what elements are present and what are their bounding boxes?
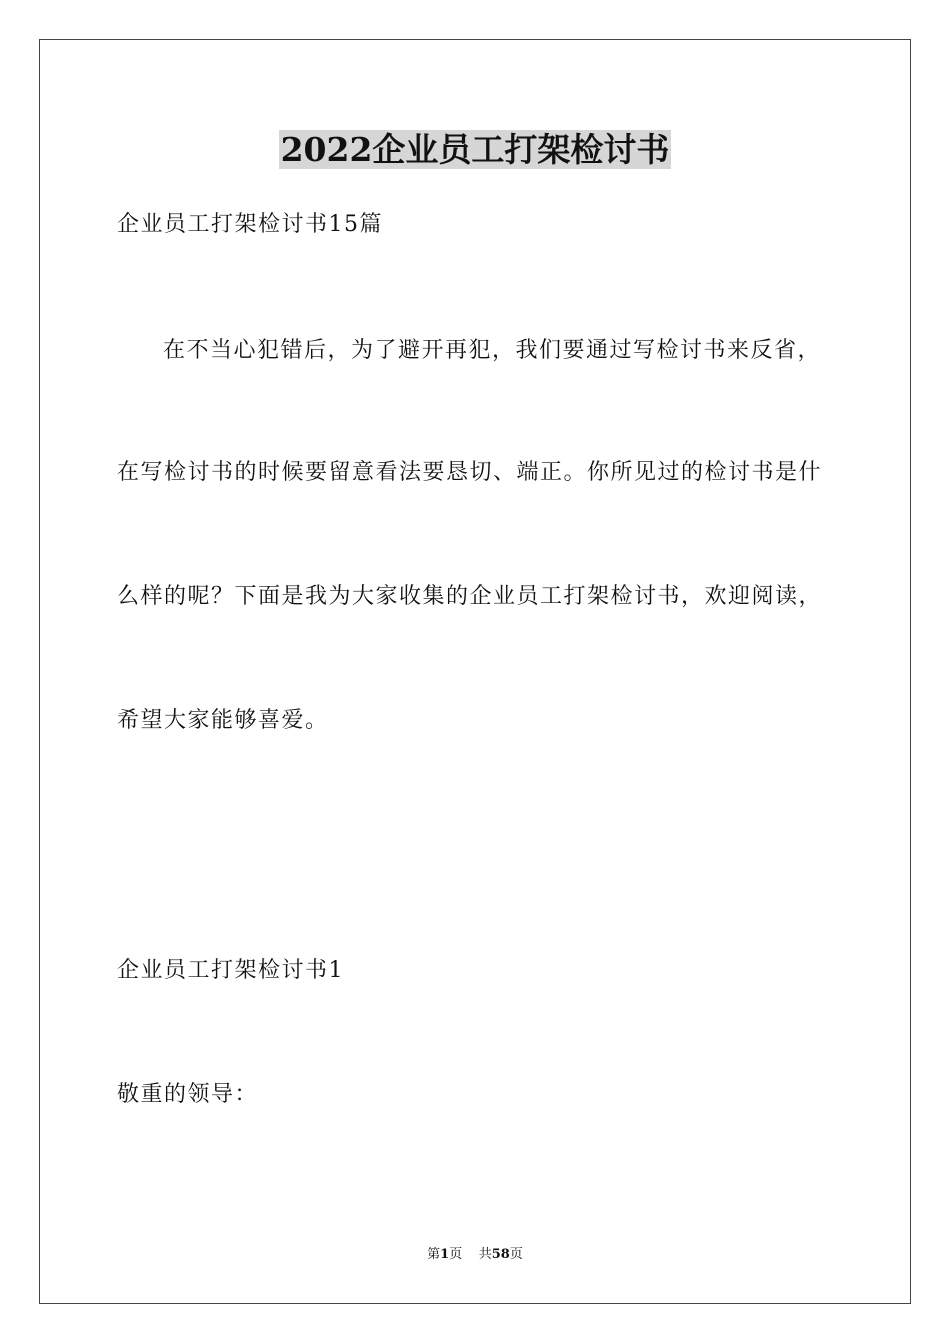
intro-line-4: 希望大家能够喜爱。 — [117, 708, 329, 733]
footer-total-suffix: 页 — [509, 1247, 523, 1262]
document-subtitle: 企业员工打架检讨书15篇 — [117, 212, 383, 237]
document-title — [0, 128, 950, 172]
intro-line-2: 在写检讨书的时候要留意看法要恳切、端正。你所见过的检讨书是什 — [117, 460, 823, 485]
footer-page-prefix: 第 — [427, 1247, 441, 1262]
footer-total-pages: 58 — [491, 1247, 510, 1262]
salutation: 敬重的领导： — [117, 1082, 259, 1107]
section-heading: 企业员工打架检讨书1 — [117, 958, 344, 983]
document-title-text: 2022企业员工打架检讨书 — [280, 130, 670, 169]
page-footer — [0, 1246, 950, 1264]
footer-total-prefix: 共 — [478, 1247, 492, 1262]
footer-page-suffix: 页 — [449, 1247, 463, 1262]
intro-line-1: 在不当心犯错后，为了避开再犯，我们要通过写检讨书来反省， — [163, 338, 822, 363]
footer-page-number: 1 — [440, 1247, 450, 1262]
intro-line-3: 么样的呢？下面是我为大家收集的企业员工打架检讨书，欢迎阅读， — [117, 584, 823, 609]
